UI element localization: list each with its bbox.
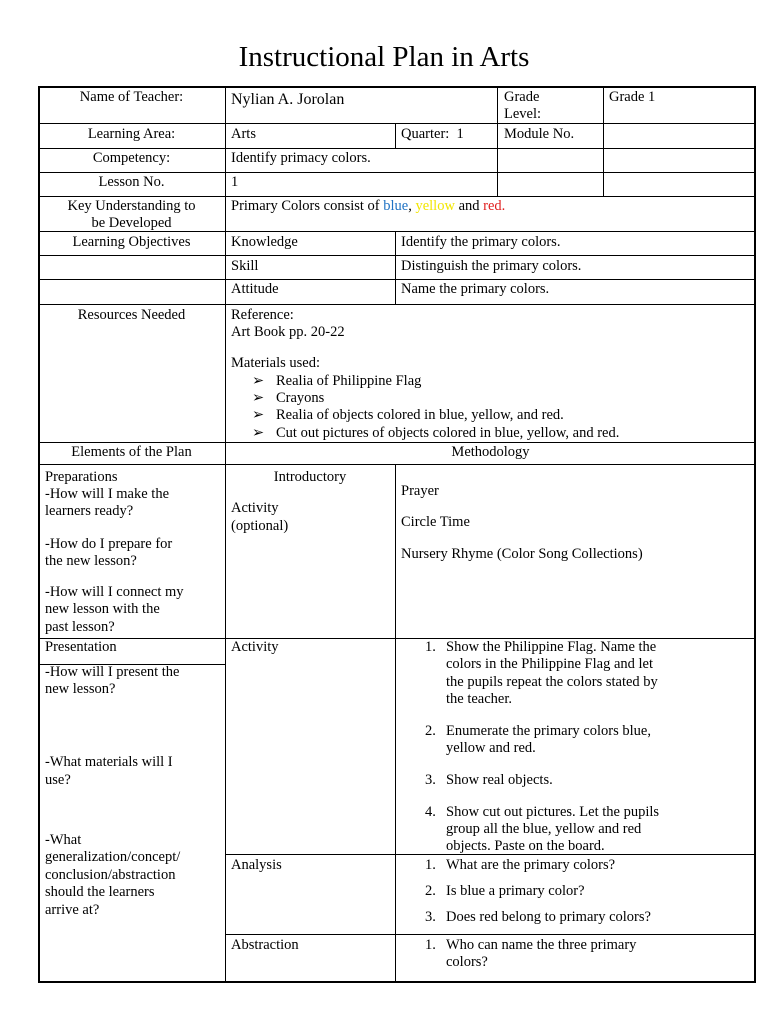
objective-skill: Distinguish the primary colors.: [401, 258, 582, 274]
objective-domain-skill: Skill: [231, 258, 259, 274]
arrow-bullet-icon: ➢: [252, 373, 265, 389]
item-number: 1.: [425, 857, 436, 873]
row-divider: [225, 934, 756, 935]
plan-table: [38, 86, 756, 983]
analysis-item: [425, 857, 615, 874]
activity-item: [425, 723, 651, 740]
lesson-number-label: Lesson No.: [98, 174, 165, 190]
column-divider: [225, 86, 226, 981]
item-number: 4.: [425, 804, 436, 820]
methodology-header: Methodology: [451, 444, 530, 460]
activity-item-continued: colors in the Philippine Flag and let: [446, 656, 654, 672]
document-title: Instructional Plan in Arts: [238, 41, 530, 73]
activity-item: [425, 772, 553, 789]
preparations-title: Preparations: [45, 469, 118, 485]
activity-item: [425, 804, 659, 821]
presentation-question: -How will I present the: [45, 664, 180, 680]
row-divider: [38, 279, 756, 280]
activity-label: Activity: [231, 639, 279, 655]
item-text: Enumerate the primary colors blue,: [446, 723, 651, 739]
column-divider: [603, 86, 604, 196]
presentation-question: -What: [45, 832, 82, 848]
item-number: 3.: [425, 909, 436, 925]
separator: ,: [408, 198, 416, 214]
table-border-top: [38, 86, 756, 88]
presentation-question: should the learners: [45, 884, 155, 900]
item-text: Who can name the three primary: [446, 937, 637, 953]
table-border-bottom: [38, 981, 756, 983]
analysis-label: Analysis: [231, 857, 282, 873]
material-item: [252, 390, 324, 407]
column-divider: [395, 123, 396, 148]
presentation-question: generalization/concept/: [45, 849, 181, 865]
preparations-question: -How will I make the: [45, 486, 170, 502]
materials-label: Materials used:: [231, 355, 320, 371]
analysis-item: [425, 909, 651, 926]
grade-level-value: Grade 1: [609, 89, 656, 105]
activity-item-continued: group all the blue, yellow and red: [446, 821, 642, 837]
activity-item-continued: yellow and red.: [446, 740, 536, 756]
color-word-red: red.: [483, 198, 506, 214]
resources-needed-label: Resources Needed: [77, 307, 186, 323]
column-divider: [497, 86, 498, 196]
key-understanding-text: [231, 198, 505, 215]
activity-optional-label: Activity: [231, 500, 279, 516]
row-divider: [38, 442, 756, 443]
table-border-right: [754, 86, 756, 983]
objective-attitude: Name the primary colors.: [401, 281, 550, 297]
column-divider: [395, 231, 396, 304]
row-divider: [38, 255, 756, 256]
arrow-bullet-icon: ➢: [252, 390, 265, 406]
grade-level-label-line1: Grade: [504, 89, 540, 105]
objective-domain-attitude: Attitude: [231, 281, 279, 297]
lesson-number-value: 1: [231, 174, 239, 190]
presentation-question: conclusion/abstraction: [45, 867, 176, 883]
presentation-title: Presentation: [45, 639, 117, 655]
material-text: Crayons: [276, 390, 325, 406]
abstraction-label: Abstraction: [231, 937, 299, 953]
material-text: Realia of objects colored in blue, yellow, and red.: [276, 407, 564, 423]
row-divider: [38, 464, 756, 465]
column-divider: [395, 464, 396, 981]
introductory-step: Nursery Rhyme (Color Song Collections): [401, 546, 643, 562]
presentation-question: use?: [45, 772, 71, 788]
activity-item-continued: objects. Paste on the board.: [446, 838, 605, 854]
item-number: 1.: [425, 937, 436, 953]
arrow-bullet-icon: ➢: [252, 407, 265, 423]
learning-area-value: Arts: [231, 126, 256, 142]
abstraction-item: [425, 937, 636, 954]
item-text: What are the primary colors?: [446, 857, 616, 873]
arrow-bullet-icon: ➢: [252, 425, 265, 441]
introductory-step: Prayer: [401, 483, 439, 499]
quarter-value: Quarter: 1: [401, 126, 464, 142]
item-number: 1.: [425, 639, 436, 655]
material-item: [252, 373, 421, 390]
color-word-blue: blue: [383, 198, 409, 214]
item-text: Show the Philippine Flag. Name the: [446, 639, 657, 655]
reference-label: Reference:: [231, 307, 294, 323]
introductory-label: Introductory: [273, 469, 347, 485]
material-item: [252, 407, 564, 424]
item-number: 2.: [425, 883, 436, 899]
row-divider: [38, 172, 756, 173]
preparations-question: past lesson?: [45, 619, 115, 635]
key-understanding-label-line1: Key Understanding to: [67, 198, 196, 214]
preparations-question: new lesson with the: [45, 601, 160, 617]
introductory-step: Circle Time: [401, 514, 470, 530]
learning-area-label: Learning Area:: [87, 126, 176, 142]
teacher-name: Nylian A. Jorolan: [231, 91, 345, 108]
preparations-question: -How do I prepare for: [45, 536, 173, 552]
activity-item: [425, 639, 656, 656]
reference-value: Art Book pp. 20-22: [231, 324, 345, 340]
item-text: Does red belong to primary colors?: [446, 909, 651, 925]
competency-value: Identify primacy colors.: [231, 150, 371, 166]
presentation-question: new lesson?: [45, 681, 116, 697]
key-understanding-prefix: Primary Colors consist of: [231, 198, 384, 214]
color-word-yellow: yellow: [415, 198, 455, 214]
material-text: Cut out pictures of objects colored in blue, yellow, and red.: [276, 425, 620, 441]
abstraction-item-continued: colors?: [446, 954, 488, 970]
activity-optional-note: (optional): [231, 518, 289, 534]
competency-label: Competency:: [92, 150, 171, 166]
teacher-label: Name of Teacher:: [79, 89, 184, 105]
row-divider: [38, 196, 756, 197]
row-divider: [38, 123, 756, 124]
material-item: [252, 425, 619, 442]
preparations-question: -How will I connect my: [45, 584, 184, 600]
preparations-question: learners ready?: [45, 503, 134, 519]
item-number: 3.: [425, 772, 436, 788]
activity-item-continued: the teacher.: [446, 691, 513, 707]
grade-level-label-line2: Level:: [504, 106, 542, 122]
separator: and: [454, 198, 484, 214]
item-text: Is blue a primary color?: [446, 883, 585, 899]
material-text: Realia of Philippine Flag: [276, 373, 422, 389]
module-label: Module No.: [504, 126, 575, 142]
analysis-item: [425, 883, 585, 900]
item-text: Show real objects.: [446, 772, 553, 788]
elements-of-plan-header: Elements of the Plan: [71, 444, 192, 460]
preparations-question: the new lesson?: [45, 553, 137, 569]
objective-knowledge: Identify the primary colors.: [401, 234, 561, 250]
item-number: 2.: [425, 723, 436, 739]
item-text: Show cut out pictures. Let the pupils: [446, 804, 660, 820]
presentation-question: arrive at?: [45, 902, 100, 918]
objective-domain-knowledge: Knowledge: [231, 234, 298, 250]
row-divider: [38, 304, 756, 305]
activity-item-continued: the pupils repeat the colors stated by: [446, 674, 658, 690]
row-divider: [38, 148, 756, 149]
key-understanding-label-line2: be Developed: [91, 215, 172, 231]
presentation-question: -What materials will I: [45, 754, 173, 770]
learning-objectives-label: Learning Objectives: [72, 234, 191, 250]
